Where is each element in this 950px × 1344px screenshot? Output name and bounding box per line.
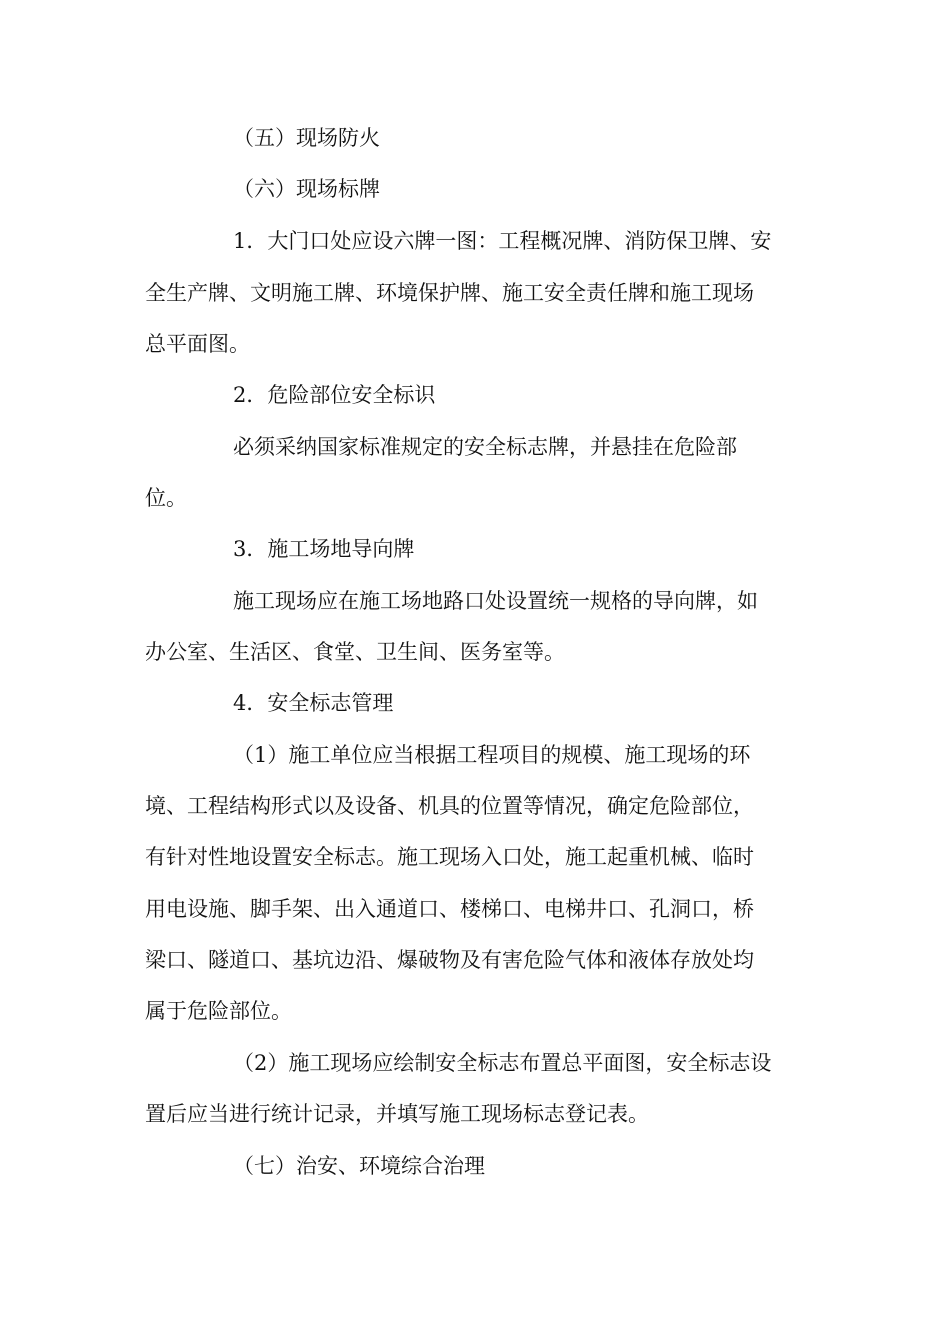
heading-public-security: （七）治安、环境综合治理: [233, 1154, 485, 1178]
paragraph-line: 总平面图。: [145, 332, 250, 356]
paragraph-line: 用电设施、脚手架、出入通道口、楼梯口、电梯井口、孔洞口，桥: [145, 897, 754, 921]
paragraph-line: 全生产牌、文明施工牌、环境保护牌、施工安全责任牌和施工现场: [145, 281, 754, 305]
paragraph-line: 必须采纳国家标准规定的安全标志牌，并悬挂在危险部: [233, 435, 737, 459]
subheading-sign-management: 4．安全标志管理: [233, 691, 394, 715]
paragraph-line: 梁口、隧道口、基坑边沿、爆破物及有害危险气体和液体存放处均: [145, 948, 754, 972]
paragraph-line: 境、工程结构形式以及设备、机具的位置等情况，确定危险部位，: [145, 794, 754, 818]
paragraph-line: 办公室、生活区、食堂、卫生间、医务室等。: [145, 640, 565, 664]
paragraph-line: 位。: [145, 486, 187, 510]
paragraph-line: 属于危险部位。: [145, 999, 292, 1023]
paragraph-line: （1）施工单位应当根据工程项目的规模、施工现场的环: [233, 743, 751, 767]
paragraph-line: 置后应当进行统计记录，并填写施工现场标志登记表。: [145, 1102, 649, 1126]
subheading-danger-marks: 2．危险部位安全标识: [233, 383, 436, 407]
paragraph-line: （2）施工现场应绘制安全标志布置总平面图，安全标志设: [233, 1051, 772, 1075]
heading-site-signs: （六）现场标牌: [233, 177, 380, 201]
subheading-guide-signs: 3．施工场地导向牌: [233, 537, 415, 561]
paragraph-line: 有针对性地设置安全标志。施工现场入口处，施工起重机械、临时: [145, 845, 754, 869]
paragraph-line: 1．大门口处应设六牌一图：工程概况牌、消防保卫牌、安: [233, 229, 772, 253]
heading-fire-prevention: （五）现场防火: [233, 126, 380, 150]
paragraph-line: 施工现场应在施工场地路口处设置统一规格的导向牌，如: [233, 589, 758, 613]
